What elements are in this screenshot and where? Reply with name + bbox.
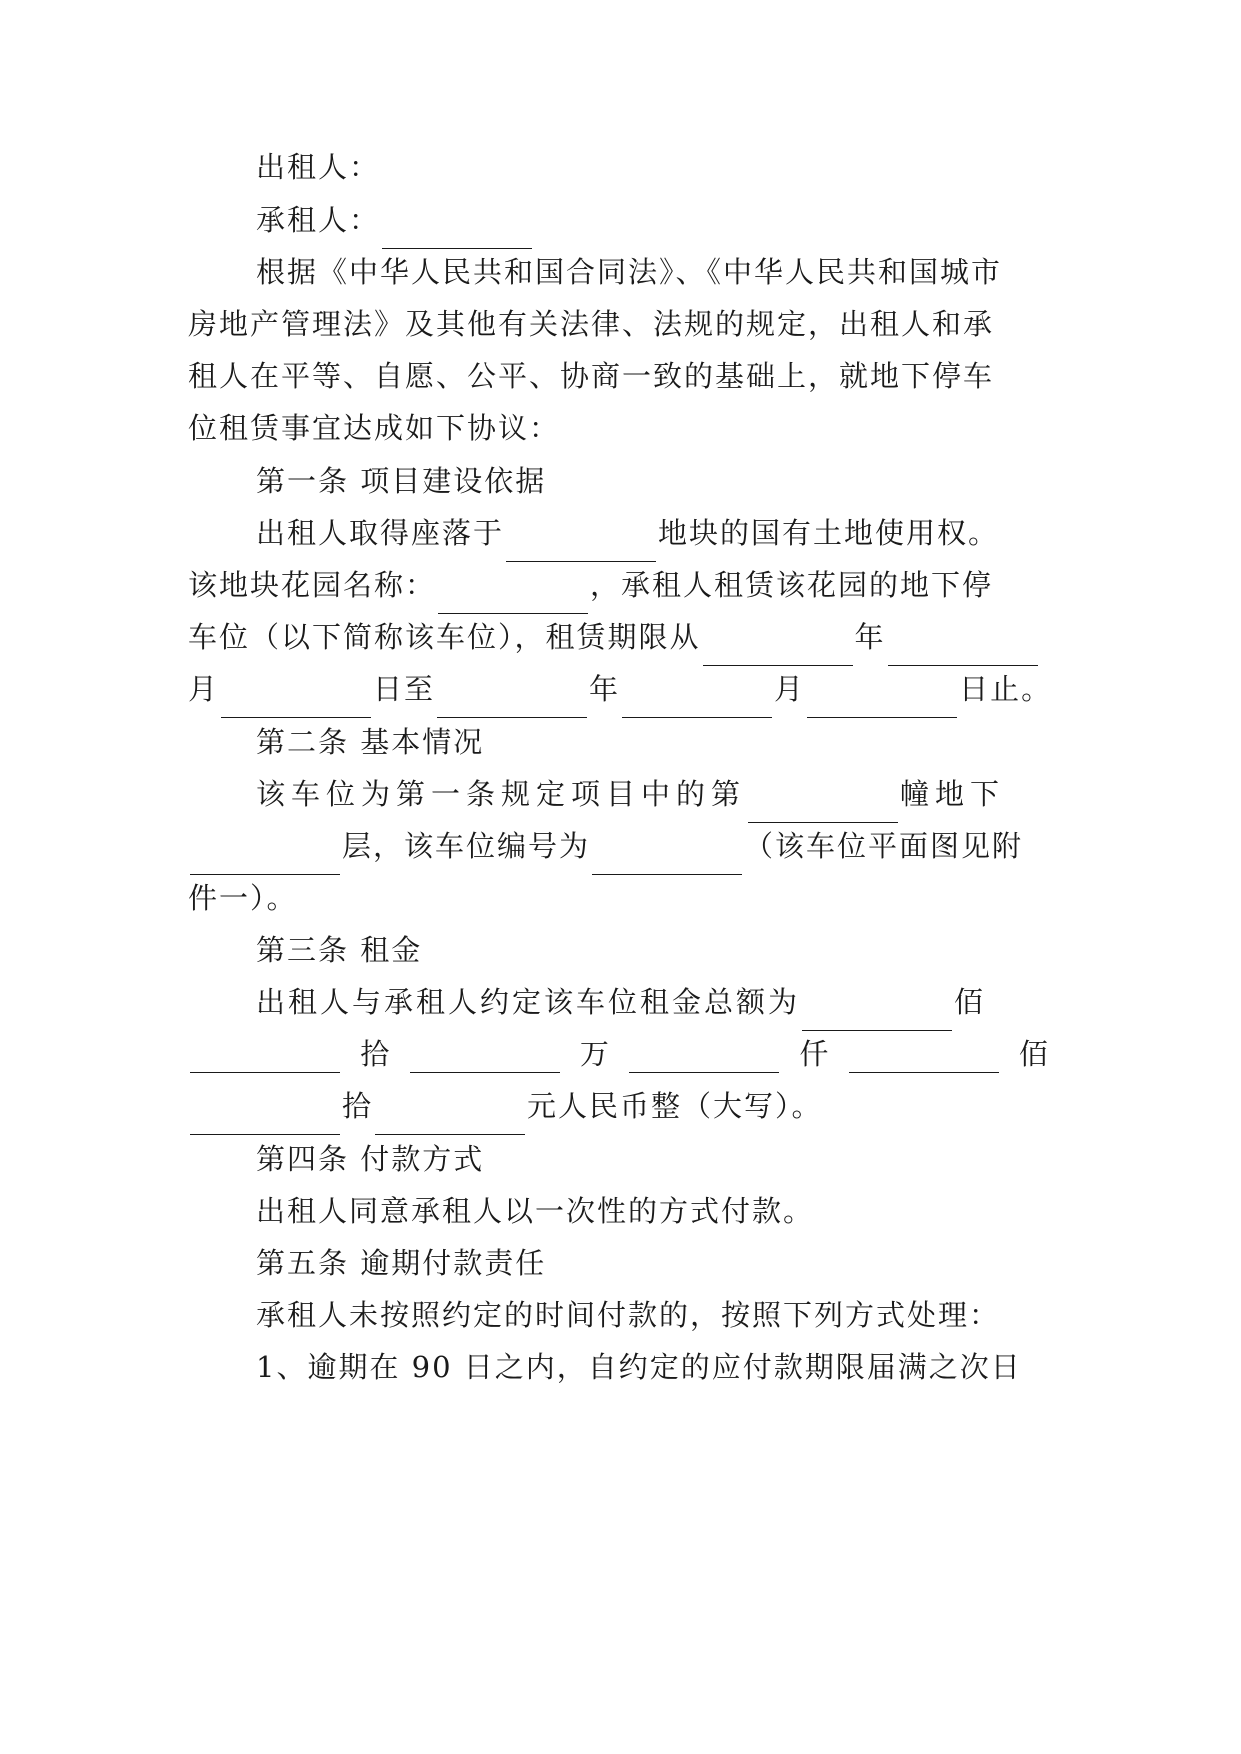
article-3-line-3 [188, 1077, 1048, 1135]
article-4-line-1 [256, 1182, 1048, 1240]
text: 佰 [1018, 1037, 1048, 1071]
text: 万 [579, 1037, 609, 1071]
article-1-line-4 [188, 660, 1053, 718]
article-2-line-2 [188, 817, 1048, 875]
article-3-heading [256, 921, 1048, 979]
text: 地块的国有土地使用权。 [658, 516, 1000, 550]
rent-blank-1 [190, 1036, 340, 1073]
article-2-title: 第二条 基本情况 [256, 725, 485, 759]
text: ，承租人租赁该花园的地下停 [590, 568, 994, 602]
text: 日止。 [959, 672, 1053, 706]
text: 该车位为第一条规定项目中的第 [256, 777, 747, 811]
rent-blank-2 [410, 1036, 560, 1073]
preamble-text-4: 位租赁事宜达成如下协议： [188, 411, 561, 445]
lessor-line [256, 138, 1048, 196]
lessee-label: 承租人： [256, 203, 381, 237]
text: 承租人未按照约定的时间付款的，按照下列方式处理： [256, 1298, 1001, 1332]
article-4-heading [256, 1130, 1048, 1188]
article-3-line-2 [188, 1025, 1048, 1083]
rent-blank-3 [629, 1036, 779, 1073]
article-1-heading [256, 452, 1048, 510]
article-5-heading [256, 1234, 1048, 1292]
preamble-text-2: 房地产管理法》及其他有关法律、法规的规定，出租人和承 [188, 307, 995, 341]
article-2-heading [256, 713, 1048, 771]
article-2-line-1 [256, 765, 1048, 823]
text: 拾 [360, 1037, 390, 1071]
article-1-line-2 [188, 556, 1048, 614]
text: 日至 [373, 672, 436, 706]
article-4-title: 第四条 付款方式 [256, 1142, 485, 1176]
text: 幢地下 [900, 777, 1006, 811]
article-5-line-2 [256, 1338, 1048, 1396]
text: 元人民币整（大写）。 [527, 1089, 823, 1123]
text: （该车位平面图见附 [744, 829, 1024, 863]
text: 年 [589, 672, 621, 706]
text: 年 [854, 620, 886, 654]
article-5-title: 第五条 逾期付款责任 [256, 1246, 547, 1280]
article-1-line-3 [188, 608, 1048, 666]
text: 出租人同意承租人以一次性的方式付款。 [256, 1194, 815, 1228]
preamble-text-3: 租人在平等、自愿、公平、协商一致的基础上，就地下停车 [188, 359, 995, 393]
text: 月 [188, 672, 220, 706]
article-3-title: 第三条 租金 [256, 933, 423, 967]
lessor-label: 出租人： [256, 150, 381, 184]
text: 佰 [954, 985, 987, 1019]
article-3-line-1 [256, 973, 1048, 1031]
lessee-line [256, 191, 1048, 249]
text: 月 [774, 672, 806, 706]
preamble-text-1: 根据《中华人民共和国合同法》、《中华人民共和国城市 [256, 255, 1003, 289]
text: 出租人与承租人约定该车位租金总额为 [256, 985, 801, 1019]
article-1-line-1 [256, 504, 1048, 562]
text: 层，该车位编号为 [342, 829, 591, 863]
text: 出租人取得座落于 [256, 516, 505, 550]
text: 件一）。 [188, 881, 298, 915]
text: 1、逾期在 90 日之内，自约定的应付款期限届满之次日 [256, 1350, 1022, 1384]
article-1-title: 第一条 项目建设依据 [256, 464, 547, 498]
rent-blank-4 [849, 1036, 999, 1073]
text: 该地块花园名称： [188, 568, 437, 602]
preamble-line-1 [256, 243, 1048, 301]
preamble-line-2 [188, 295, 1048, 353]
text: 车位（以下简称该车位），租赁期限从 [188, 620, 701, 654]
article-2-line-3 [188, 869, 1048, 927]
preamble-line-4 [188, 399, 1048, 457]
text: 仟 [799, 1037, 829, 1071]
article-5-line-1 [256, 1286, 1048, 1344]
preamble-line-3 [188, 347, 1048, 405]
text: 拾 [342, 1089, 374, 1123]
